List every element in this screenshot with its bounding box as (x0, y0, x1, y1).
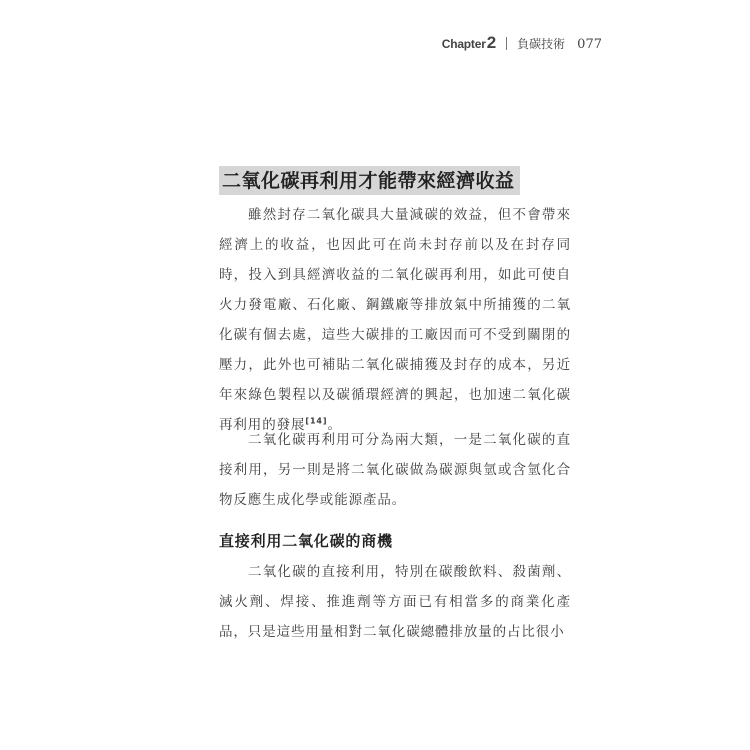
section-heading: 二氧化碳再利用才能帶來經濟收益 (219, 166, 520, 195)
sub-heading: 直接利用二氧化碳的商機 (219, 532, 393, 550)
chapter-number: 2 (486, 33, 497, 52)
body-paragraph-2: 二氧化碳再利用可分為兩大類，一是二氧化碳的直接利用，另一則是將二氧化碳做為碳源與氫或含氫化合物反應生成化學或能源產品。 (219, 432, 571, 508)
header-divider (506, 37, 507, 50)
running-header (442, 33, 602, 53)
chapter-label (442, 33, 496, 53)
body-paragraph-3: 二氧化碳的直接利用，特別在碳酸飲料、殺菌劑、滅火劑、焊接、推進劑等方面已有相當多的商業化產品，只是這些用量相對二氧化碳總體排放量的占比很小 (219, 564, 571, 640)
body-paragraph-1 (219, 200, 571, 440)
chapter-title: 負碳技術 (517, 37, 566, 51)
paragraph-1-end: 。 (327, 417, 342, 433)
chapter-word: Chapter (441, 37, 486, 51)
paragraph-1-text: 雖然封存二氧化碳具大量減碳的效益，但不會帶來經濟上的收益，也因此可在尚未封存前以及在封存同時，投入到具經濟收益的二氧化碳再利用，如此可使自火力發電廠、石化廠、鋼鐵廠等排放氣中所捕獲的二氧化碳有個去處，這些大碳排的工廠因而可不受到關閉的壓力，此外也可補貼二氧化碳捕獲及封存的成本，另近年來綠色製程以及碳循環經濟的興起，也加速二氧化碳再利用的發展 (219, 207, 571, 433)
citation-marker: [14] (305, 416, 328, 426)
page-number: 077 (577, 37, 602, 52)
